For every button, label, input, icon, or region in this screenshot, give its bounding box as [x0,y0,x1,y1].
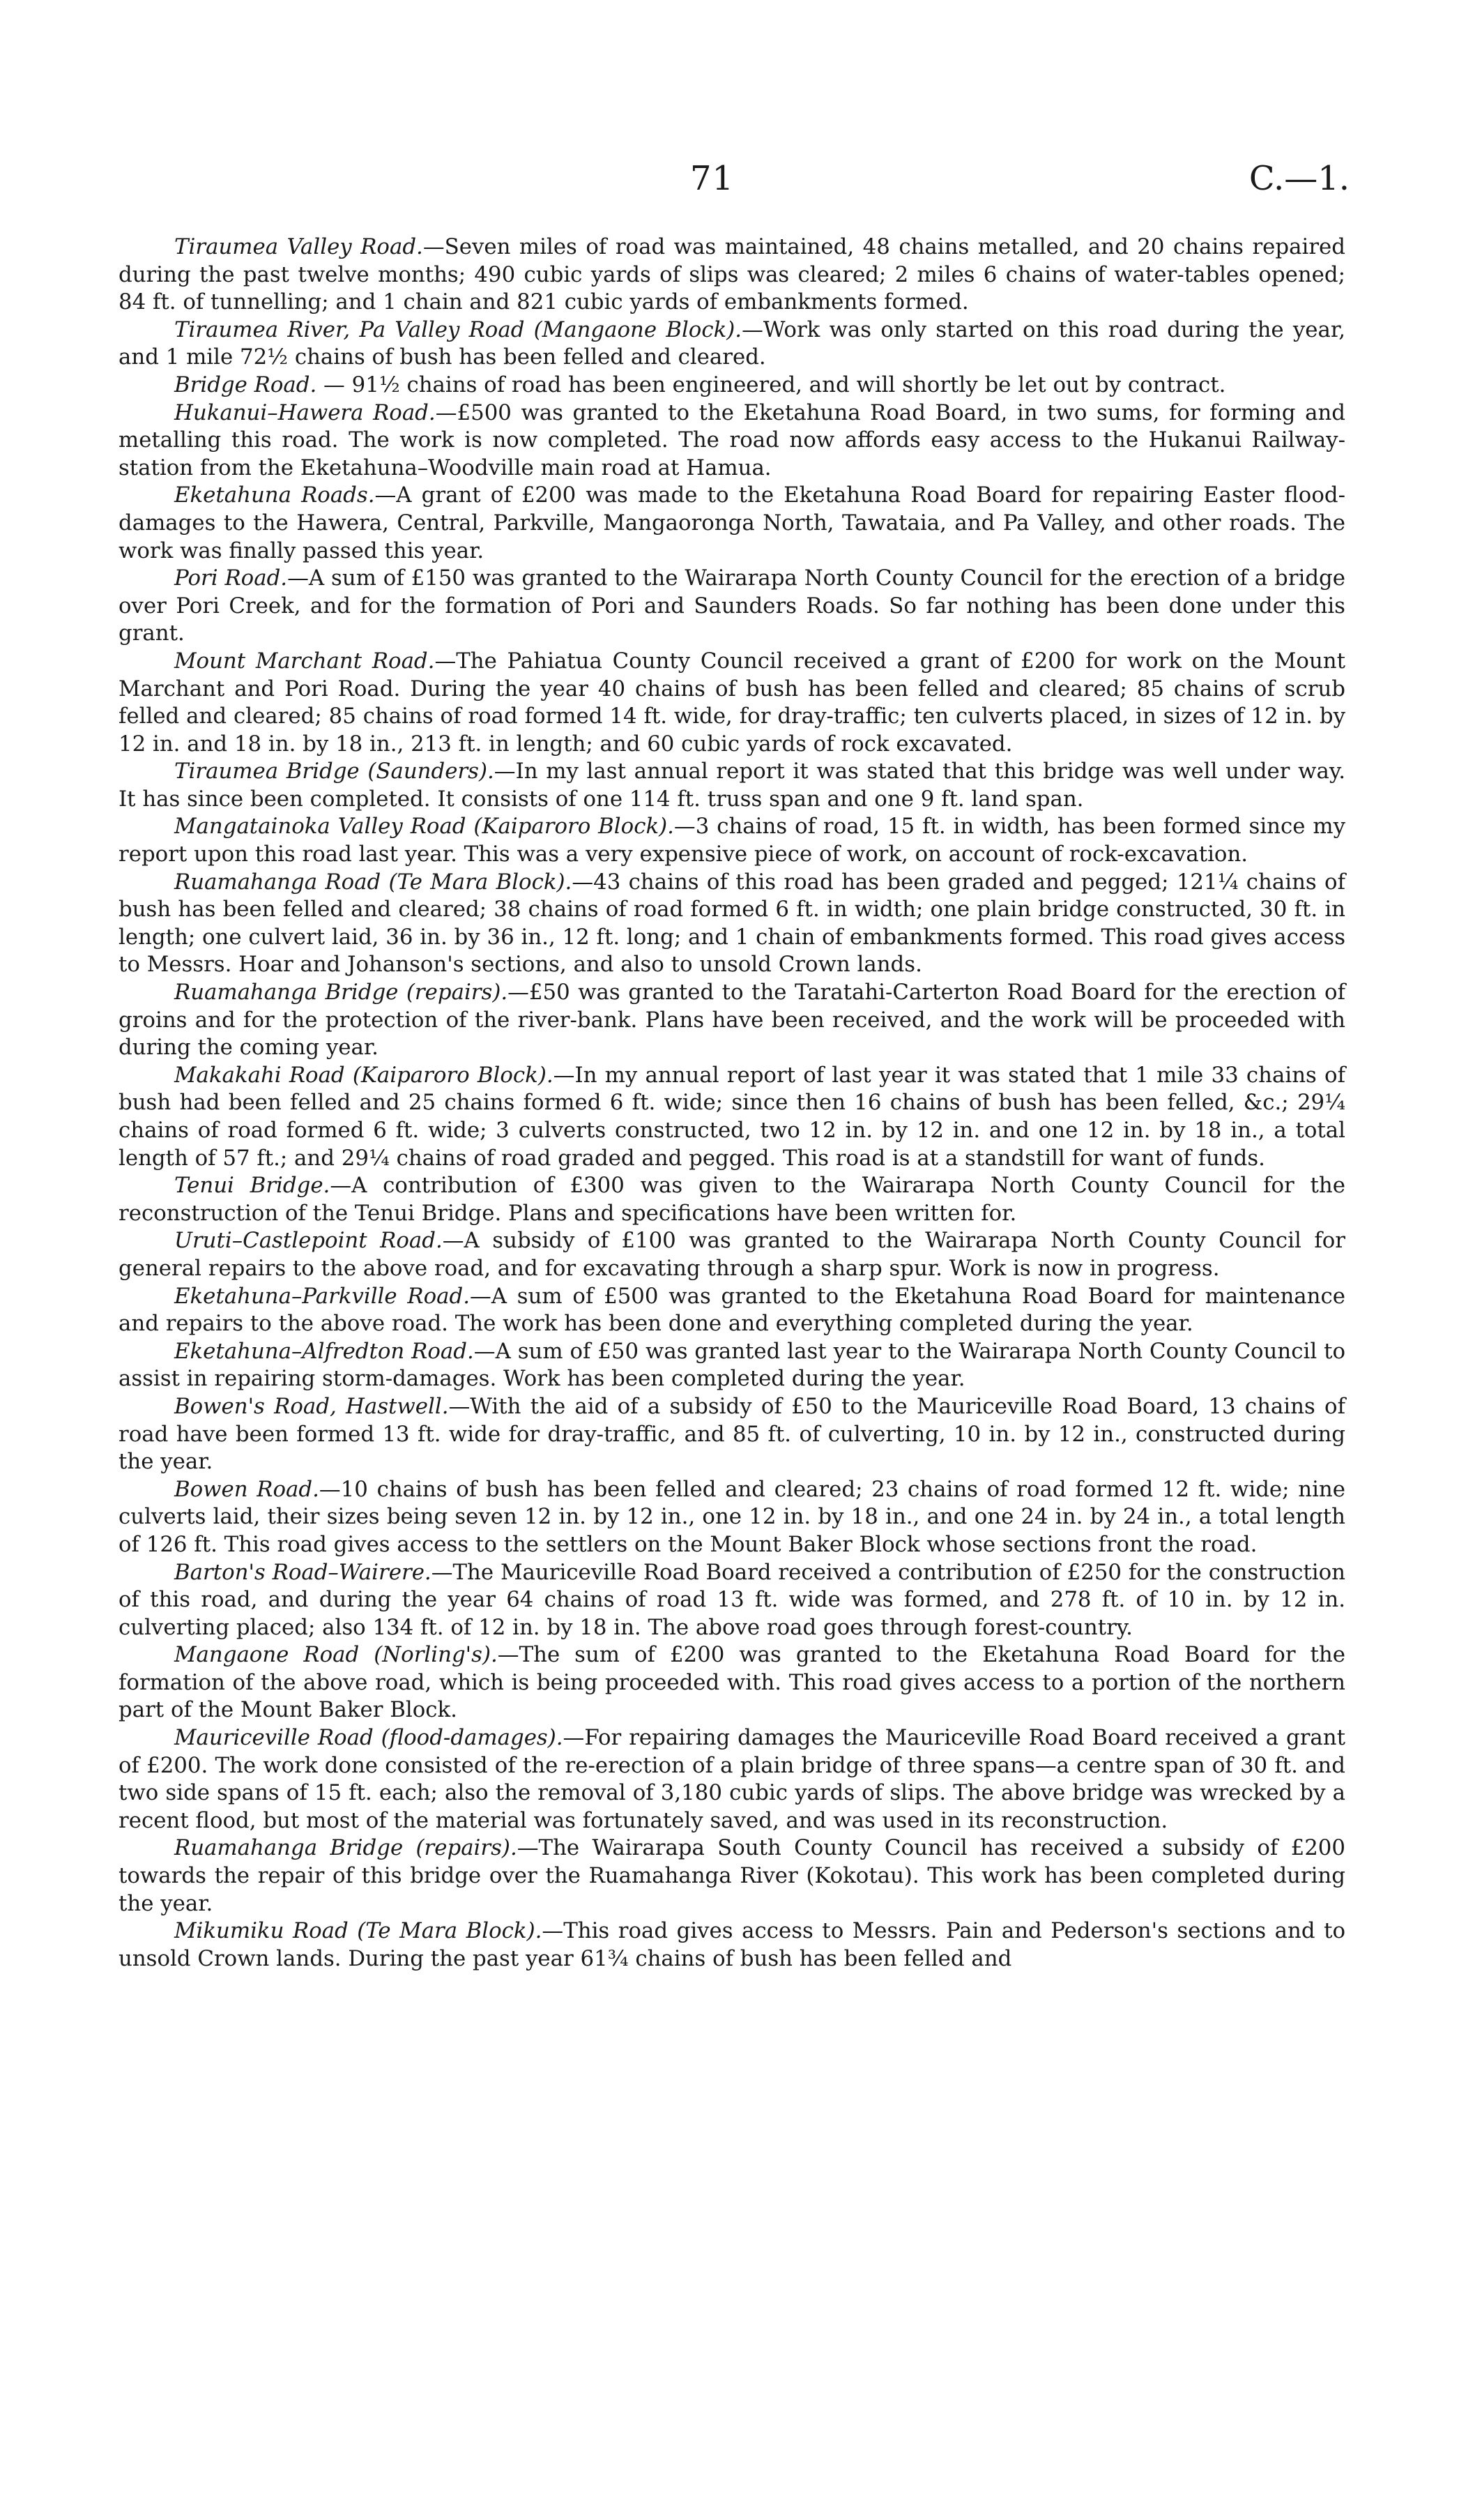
paragraph-title: Mikumiku Road (Te Mara Block). [174,1918,542,1944]
paragraph-hukanui-hawera-road [119,400,1345,483]
page-number: 71 [690,159,735,198]
paragraph-text: —£500 was granted to the Eketahuna Road Board, in two sums, for forming and metalling this road. The work is now completed. The road now affords easy access to the Hukanui Railway-station from the Eketahuna–Woodville main road at Hamua. [119,400,1346,480]
paragraph-text: —The sum of £200 was granted to the Eketahuna Road Board for the formation of the above road, which is being proceeded with. This road gives access to a portion of the northern part of the Mount Baker Block. [119,1642,1345,1723]
paragraph-mangaone-road [119,1641,1345,1724]
paragraph-mikumiku-road [119,1918,1345,1973]
paragraph-title: Pori Road. [174,566,288,591]
paragraph-text: —This road gives access to Messrs. Pain and Pederson's sections and to unsold Crown lands. During the past year 61¾ chains of bush has been felled and [119,1918,1345,1971]
paragraph-title: Bowen's Road, Hastwell. [174,1393,449,1419]
paragraph-tiraumea-river-pa-valley-road [119,317,1345,372]
paragraph-mangatainoka-valley-road [119,813,1345,868]
paragraph-bowens-road-hastwell [119,1393,1345,1476]
paragraph-tiraumea-valley-road [119,234,1345,317]
paragraph-ruamahanga-bridge-kokotau [119,1835,1345,1918]
paragraph-tenui-bridge [119,1172,1345,1227]
paragraph-text: —The Wairarapa South County Council has received a subsidy of £200 towards the repair of this bridge over the Ruamahanga River (Kokotau). This work has been completed during the year. [119,1835,1345,1916]
paragraph-title: Makakahi Road (Kaiparoro Block). [174,1062,553,1088]
paragraph-title: Ruamahanga Bridge (repairs). [174,980,508,1005]
paragraph-text: —A sum of £50 was granted last year to the Wairarapa North County Council to assist in repairing storm-damages. Work has been completed during the year. [119,1338,1345,1392]
paragraph-title: Ruamahanga Road (Te Mara Block). [174,869,572,895]
paragraph-title: Mauriceville Road (flood-damages). [174,1725,563,1751]
paragraph-uruti-castlepoint-road [119,1227,1345,1282]
paragraph-bartons-road-wairere [119,1559,1345,1642]
paragraph-text: —£50 was granted to the Taratahi-Carterton Road Board for the erection of groins and for the protection of the river-bank. Plans have been received, and the work will be proceeded with during the coming year. [119,980,1345,1061]
paragraph-title: Eketahuna Roads. [174,483,375,508]
document-code: C.—1. [1248,159,1350,198]
paragraph-text: —A grant of £200 was made to the Eketahuna Road Board for repairing Easter flood-damages to the Hawera, Central, Parkville, Mangaoronga North, Tawataia, and Pa Valley, and other roads. The work was finally passed this year. [119,483,1345,563]
paragraph-ruamahanga-road [119,869,1345,979]
paragraph-makakahi-road [119,1062,1345,1172]
paragraph-text: —43 chains of this road has been graded and pegged; 121¼ chains of bush has been felled and cleared; 38 chains of road formed 6 ft. in width; one plain bridge constructed, 30 ft. in length; one culvert laid, 36 in. by 36 in., 12 ft. long; and 1 chain of embankments formed. This road gives access to Messrs. Hoar and Johanson's sections, and also to unsold Crown lands. [119,869,1345,978]
paragraph-title: Mangaone Road (Norling's). [174,1642,498,1668]
paragraph-tiraumea-bridge [119,758,1345,813]
report-body [119,234,1345,1973]
paragraph-text: —In my annual report of last year it was stated that 1 mile 33 chains of bush had been felled and 25 chains formed 6 ft. wide; since then 16 chains of bush has been felled, &c.; 29¼ chains of road formed 6 ft. wide; 3 culverts constructed, two 12 in. by 12 in. and one 12 in. by 18 in., a total length of 57 ft.; and 29¼ chains of road graded and pegged. This road is at a standstill for want of funds. [119,1062,1345,1171]
paragraph-eketahuna-alfredton-road [119,1338,1345,1393]
paragraph-text: —A sum of £150 was granted to the Wairarapa North County Council for the erection of a bridge over Pori Creek, and for the formation of Pori and Saunders Roads. So far nothing has been done under this grant. [119,566,1345,646]
paragraph-title: Hukanui–Hawera Road. [174,400,436,425]
paragraph-title: Uruti–Castlepoint Road. [174,1228,443,1254]
paragraph-text: —3 chains of road, 15 ft. in width, has been formed since my report upon this road last year. This was a very expensive piece of work, on account of rock-excavation. [119,814,1346,867]
paragraph-title: Tiraumea Bridge (Saunders). [174,759,494,784]
paragraph-title: Barton's Road–Wairere. [174,1559,431,1585]
paragraph-title: Mount Marchant Road. [174,648,435,674]
paragraph-bridge-road [119,372,1345,400]
paragraph-eketahuna-parkville-road [119,1283,1345,1338]
paragraph-title: Eketahuna–Alfredton Road. [174,1338,474,1364]
paragraph-text: —With the aid of a subsidy of £50 to the Mauriceville Road Board, 13 chains of road have been formed 13 ft. wide for dray-traffic, and 85 ft. of culverting, 10 in. by 12 in., constructed during the year. [119,1393,1345,1475]
paragraph-title: Eketahuna–Parkville Road. [174,1283,470,1309]
paragraph-text: —The Mauriceville Road Board received a contribution of £250 for the construction of this road, and during the year 64 chains of road 13 ft. wide was formed, and 278 ft. of 10 in. by 12 in. culverting placed; also 134 ft. of 12 in. by 18 in. The above road goes through forest-country. [119,1559,1345,1640]
paragraph-eketahuna-roads [119,482,1345,565]
paragraph-title: Ruamahanga Bridge (repairs). [174,1835,517,1861]
paragraph-text: —The Pahiatua County Council received a grant of £200 for work on the Mount Marchant and Pori Road. During the year 40 chains of bush has been felled and cleared; 85 chains of scrub felled and cleared; 85 chains of road formed 14 ft. wide, for dray-traffic; ten culverts placed, in sizes of 12 in. by 12 in. and 18 in. by 18 in., 213 ft. in length; and 60 cubic yards of rock excavated. [119,648,1345,757]
paragraph-text: —A contribution of £300 was given to the Wairarapa North County Council for the reconstruction of the Tenui Bridge. Plans and specifications have been written for. [119,1173,1345,1226]
paragraph-mount-marchant-road [119,648,1345,758]
paragraph-mauriceville-road [119,1724,1345,1835]
paragraph-title: Bowen Road. [174,1476,319,1502]
paragraph-title: Tenui Bridge. [174,1173,330,1199]
paragraph-text: —A sum of £500 was granted to the Eketahuna Road Board for maintenance and repairs to the above road. The work has been done and everything completed during the year. [119,1283,1345,1337]
paragraph-text: —Seven miles of road was maintained, 48 chains metalled, and 20 chains repaired during the past twelve months; 490 cubic yards of slips was cleared; 2 miles 6 chains of water-tables opened; 84 ft. of tunnelling; and 1 chain and 821 cubic yards of embankments formed. [119,234,1345,315]
paragraph-text: —For repairing damages the Mauriceville Road Board received a grant of £200. The work done consisted of the re-erection of a plain bridge of three spans—a centre span of 30 ft. and two side spans of 15 ft. each; also the removal of 3,180 cubic yards of slips. The above bridge was wrecked by a recent flood, but most of the material was fortunately saved, and was used in its reconstruction. [119,1725,1346,1833]
paragraph-text: — 91½ chains of road has been engineered, and will shortly be let out by contract. [316,372,1226,397]
paragraph-text: —Work was only started on this road during the year, and 1 mile 72½ chains of bush has been felled and cleared. [119,317,1345,370]
paragraph-bowen-road [119,1476,1345,1559]
paragraph-title: Mangatainoka Valley Road (Kaiparoro Block). [174,814,674,840]
paragraph-text: —In my last annual report it was stated that this bridge was well under way. It has since been completed. It consists of one 114 ft. truss span and one 9 ft. land span. [119,759,1345,812]
paragraph-ruamahanga-bridge-repairs [119,979,1345,1062]
paragraph-title: Tiraumea River, Pa Valley Road (Mangaone Block). [174,317,742,342]
paragraph-pori-road [119,565,1345,648]
paragraph-text: —10 chains of bush has been felled and cleared; 23 chains of road formed 12 ft. wide; nine culverts laid, their sizes being seven 12 in. by 12 in., one 12 in. by 18 in., and one 24 in. by 24 in., a total length of 126 ft. This road gives access to the settlers on the Mount Baker Block whose sections front the road. [119,1476,1345,1557]
paragraph-text: —A subsidy of £100 was granted to the Wairarapa North County Council for general repairs to the above road, and for excavating through a sharp spur. Work is now in progress. [119,1228,1345,1281]
paragraph-title: Tiraumea Valley Road. [174,234,423,259]
paragraph-title: Bridge Road. [174,372,317,397]
